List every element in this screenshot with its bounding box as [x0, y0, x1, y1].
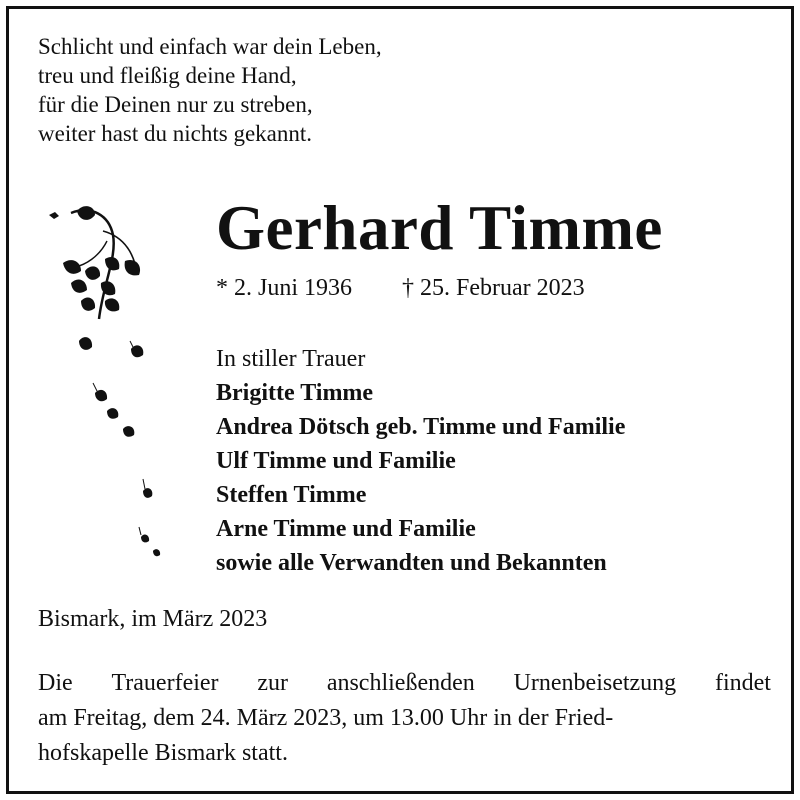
poem-line: weiter hast du nichts gekannt. — [38, 121, 313, 146]
death-date: † 25. Februar 2023 — [402, 275, 585, 301]
mourner-name: sowie alle Verwandten und Bekannten — [216, 550, 607, 576]
service-line: hofskapelle Bismark statt. — [38, 740, 288, 766]
service-word: Urnenbeisetzung — [513, 670, 677, 696]
deceased-name: Gerhard Timme — [216, 193, 663, 263]
service-word: zur — [257, 670, 288, 696]
funeral-service-notice — [38, 666, 771, 771]
service-word: Die — [38, 670, 73, 696]
poem-line: Schlicht und einfach war dein Leben, — [38, 34, 382, 59]
service-line: am Freitag, dem 24. März 2023, um 13.00 Uhr in der Fried- — [38, 705, 614, 731]
mourners-block — [216, 342, 625, 580]
poem-line: für die Deinen nur zu streben, — [38, 92, 313, 117]
poem — [38, 32, 382, 148]
mourner-name: Brigitte Timme — [216, 380, 374, 406]
mourner-name: Steffen Timme — [216, 482, 367, 508]
service-word: Trauerfeier — [111, 670, 219, 696]
place-date: Bismark, im März 2023 — [38, 606, 268, 632]
obituary-frame — [6, 6, 794, 794]
mourning-intro: In stiller Trauer — [216, 346, 366, 372]
mourner-name: Ulf Timme und Familie — [216, 448, 456, 474]
mourner-name: Andrea Dötsch geb. Timme und Familie — [216, 414, 626, 440]
poem-line: treu und fleißig deine Hand, — [38, 63, 297, 88]
life-dates — [216, 275, 585, 302]
service-word: findet — [714, 670, 771, 696]
service-word: anschließenden — [326, 670, 475, 696]
birth-date: * 2. Juni 1936 — [216, 275, 353, 301]
service-line — [38, 666, 771, 701]
mourner-name: Arne Timme und Familie — [216, 516, 476, 542]
birch-branch-leaves-icon — [41, 201, 181, 581]
